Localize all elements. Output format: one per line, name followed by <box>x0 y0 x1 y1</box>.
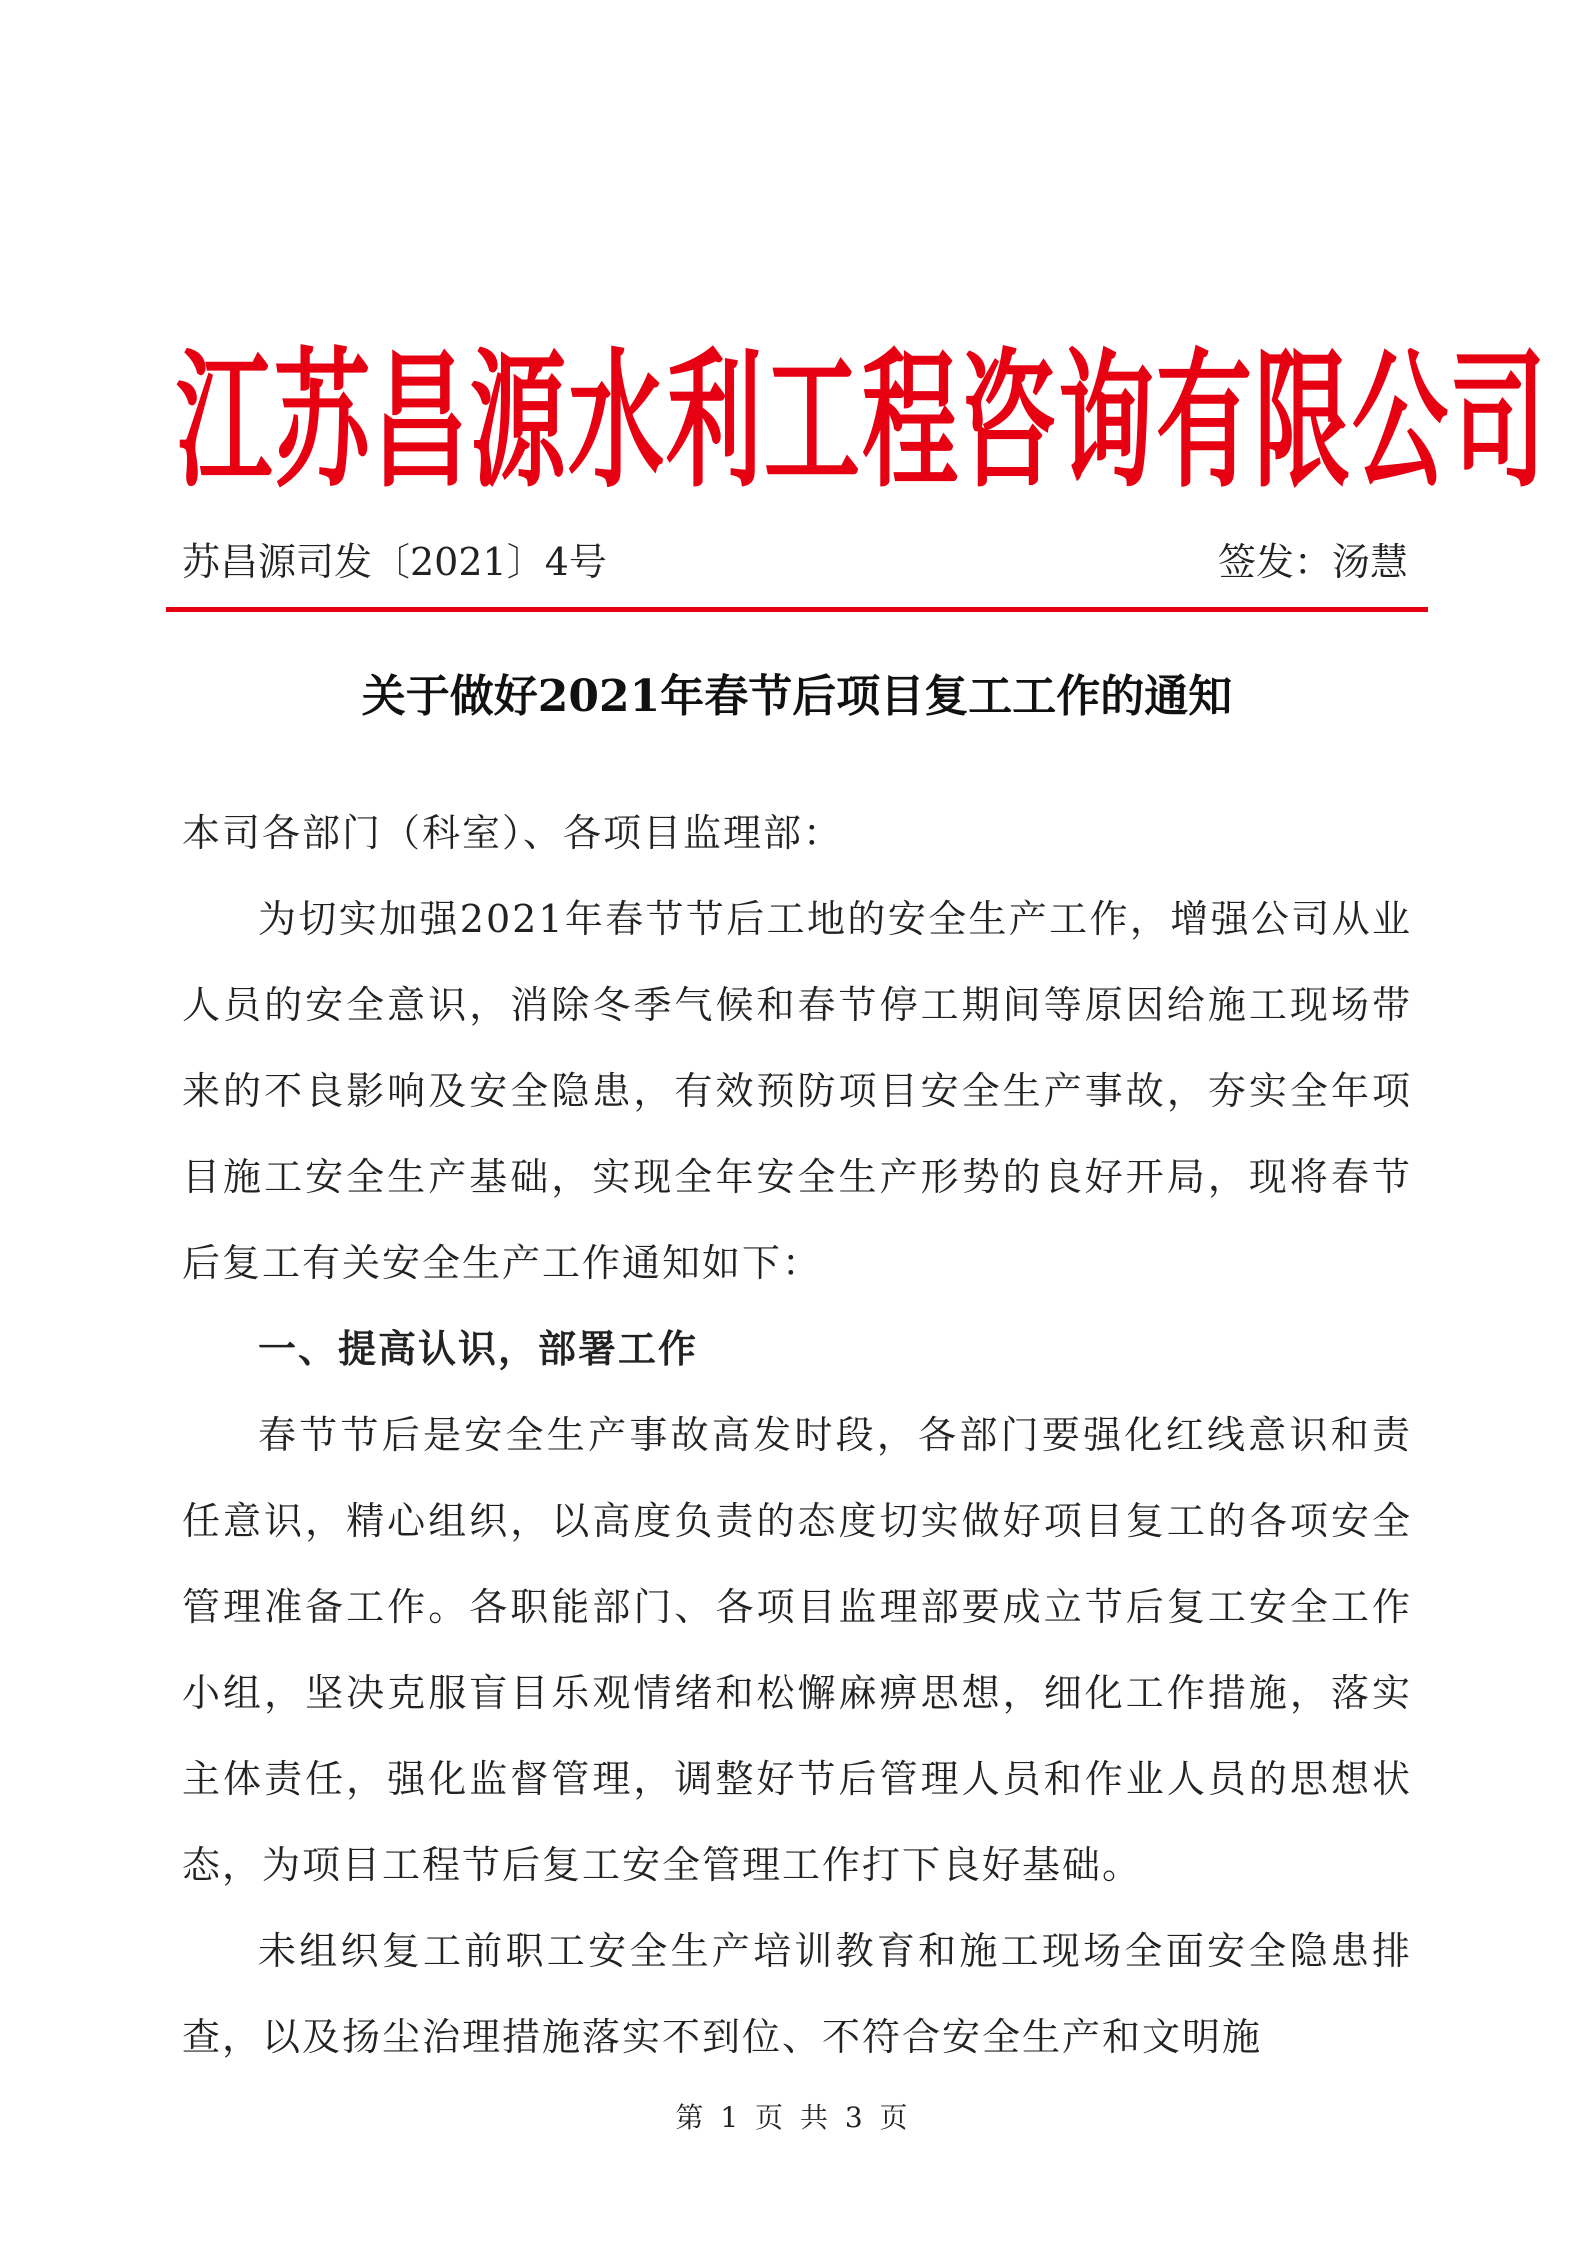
page-footer: 第 1 页 共 3 页 <box>675 2101 912 2134</box>
paragraph: 春节节后是安全生产事故高发时段，各部门要强化红线意识和责任意识，精心组织，以高度负责的态度切实做好项目复工的各项安全管理准备工作。各职能部门、各项目监理部要成立节后复工安全工作小组，坚决克服盲目乐观情绪和松懈麻痹思想，细化工作措施，落实主体责任，强化监督管理，调整好节后管理人员和作业人员的思想状态，为项目工程节后复工安全管理工作打下良好基础。 <box>182 1413 1412 1887</box>
document-number: 苏昌源司发〔2021〕4号 <box>182 540 607 584</box>
document-reference-line <box>182 532 1408 592</box>
section-heading: 一、提高认识，部署工作 <box>258 1327 699 1371</box>
document-body <box>182 790 1412 2080</box>
paragraph: 未组织复工前职工安全生产培训教育和施工现场全面安全隐患排查，以及扬尘治理措施落实不到位、不符合安全生产和文明施 <box>182 1929 1412 2059</box>
signer: 签发：汤慧 <box>1217 540 1408 584</box>
red-divider <box>166 607 1428 612</box>
document-title: 关于做好2021年春节后项目复工工作的通知 <box>361 671 1233 722</box>
organization-header: 江苏昌源水利工程咨询有限公司 <box>176 334 1548 509</box>
paragraph: 为切实加强2021年春节节后工地的安全生产工作，增强公司从业人员的安全意识，消除冬季气候和春节停工期间等原因给施工现场带来的不良影响及安全隐患，有效预防项目安全生产事故，夯实全年项目施工安全生产基础，实现全年安全生产形势的良好开局，现将春节后复工有关安全生产工作通知如下： <box>182 897 1412 1285</box>
salutation: 本司各部门（科室）、各项目监理部： <box>182 811 844 855</box>
